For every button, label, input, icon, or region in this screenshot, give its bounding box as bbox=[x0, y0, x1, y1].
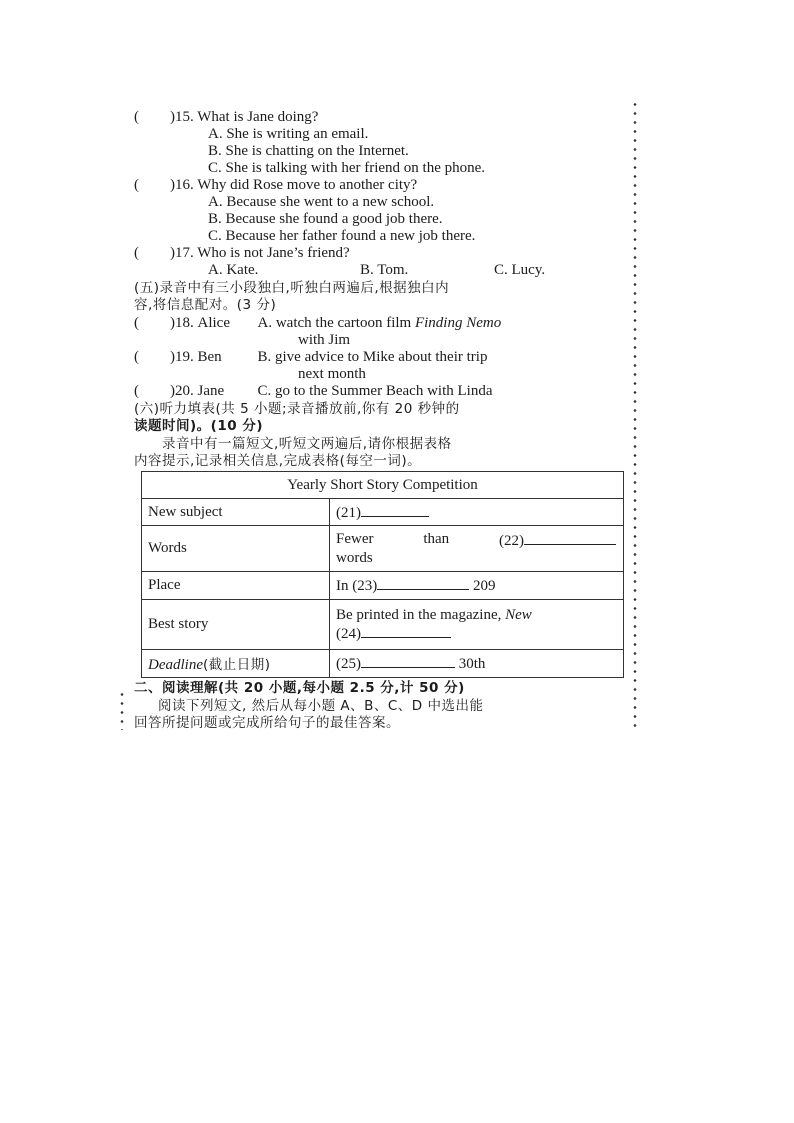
answer-paren[interactable]: ( bbox=[134, 315, 139, 331]
section-6-instruction: 录音中有一篇短文,听短文两遍后,请你根据表格 bbox=[162, 436, 452, 452]
table-row bbox=[142, 572, 624, 600]
part-2-instruction-cont: 回答所提问题或完成所给句子的最佳答案。 bbox=[134, 715, 400, 731]
row-label: New subject bbox=[142, 499, 330, 526]
option: A. Because she went to a new school. bbox=[208, 194, 435, 210]
table-row bbox=[142, 499, 624, 526]
table-title: Yearly Short Story Competition bbox=[142, 472, 624, 499]
part-2-heading: 二、阅读理解(共 20 小题,每小题 2.5 分,计 50 分) bbox=[134, 680, 465, 696]
answer-blank-25[interactable] bbox=[361, 654, 455, 668]
question-15: ( )15. What is Jane doing? bbox=[134, 109, 319, 125]
section-6-instruction-cont: 内容提示,记录相关信息,完成表格(每空一词)。 bbox=[134, 453, 422, 469]
section-6-heading-cont: 读题时间)。(10 分) bbox=[134, 418, 263, 434]
match-18: ( )18. Alice A. watch the cartoon film Finding Nemo bbox=[134, 315, 502, 331]
row-value: In (23) 209 bbox=[330, 572, 624, 600]
row-label: Best story bbox=[142, 600, 330, 650]
answer-paren[interactable]: ( bbox=[134, 109, 139, 125]
match-19-cont: next month bbox=[298, 366, 366, 382]
section-6-heading: (六)听力填表(共 5 小题;录音播放前,你有 20 秒钟的 bbox=[134, 401, 460, 417]
option: B. Because she found a good job there. bbox=[208, 211, 443, 227]
option: C. Because her father found a new job there. bbox=[208, 228, 476, 244]
table-row bbox=[142, 650, 624, 678]
answer-paren[interactable]: ( bbox=[134, 177, 139, 193]
section-5-heading-cont: 容,将信息配对。(3 分) bbox=[134, 297, 277, 313]
option: A. She is writing an email. bbox=[208, 126, 369, 142]
answer-paren[interactable]: ( bbox=[134, 383, 139, 399]
match-19: ( )19. Ben B. give advice to Mike about their trip bbox=[134, 349, 488, 365]
match-18-cont: with Jim bbox=[298, 332, 351, 348]
row-value: Fewer than (22) words bbox=[330, 526, 624, 572]
answer-paren[interactable]: ( bbox=[134, 349, 139, 365]
option: B. She is chatting on the Internet. bbox=[208, 143, 409, 159]
part-2-instruction: 阅读下列短文, 然后从每小题 A、B、C、D 中选出能 bbox=[158, 698, 484, 714]
row-label: Words bbox=[142, 526, 330, 572]
answer-paren[interactable]: ( bbox=[134, 245, 139, 261]
short-story-table bbox=[141, 471, 624, 678]
answer-blank-21[interactable] bbox=[361, 503, 429, 517]
question-16: ( )16. Why did Rose move to another city? bbox=[134, 177, 418, 193]
answer-blank-24[interactable] bbox=[361, 624, 451, 638]
option: C. She is talking with her friend on the phone. bbox=[208, 160, 486, 176]
table-row bbox=[142, 526, 624, 572]
answer-blank-23[interactable] bbox=[377, 576, 469, 590]
match-20: ( )20. Jane C. go to the Summer Beach with Linda bbox=[134, 383, 493, 399]
option-row: A. Kate. B. Tom. C. Lucy. bbox=[208, 262, 546, 278]
row-value: (25) 30th bbox=[330, 650, 624, 678]
row-label: Deadline(截止日期) bbox=[142, 650, 330, 678]
binding-dotted-line-left bbox=[120, 690, 124, 730]
row-value: (21) bbox=[330, 499, 624, 526]
answer-blank-22[interactable] bbox=[524, 531, 616, 545]
section-5-heading: (五)录音中有三小段独白,听独白两遍后,根据独白内 bbox=[134, 280, 450, 296]
binding-dotted-line bbox=[633, 100, 637, 730]
table-row bbox=[142, 600, 624, 650]
row-value: Be printed in the magazine, New (24) bbox=[330, 600, 624, 650]
question-17: ( )17. Who is not Jane’s friend? bbox=[134, 245, 350, 261]
row-label: Place bbox=[142, 572, 330, 600]
